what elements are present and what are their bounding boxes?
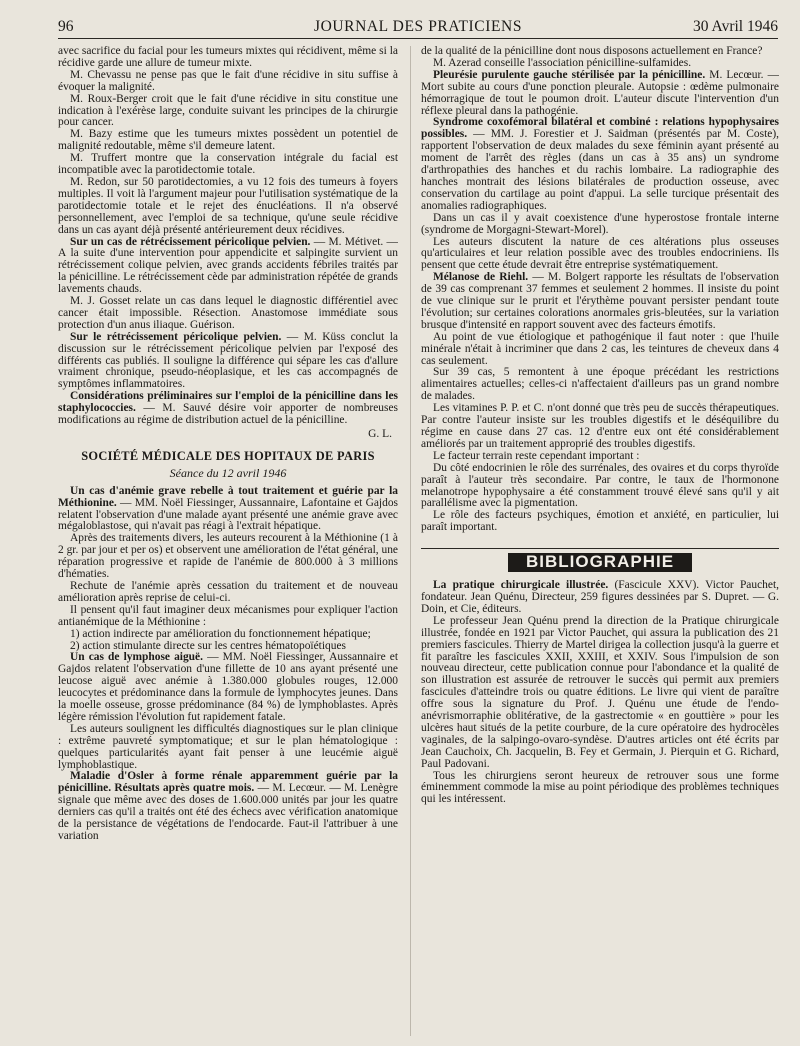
paragraph: 2) action stimulante directe sur les centres hématopoïétiques bbox=[70, 639, 346, 652]
paragraph: Le rôle des facteurs psychiques, émotion et anxiété, en particulier, lui paraît important. bbox=[421, 509, 779, 534]
paragraph: Au point de vue étiologique et pathogénique il faut noter : que l'huile minérale n'était à incriminer que dans 2 cas, les teintures de cheveux dans 4 cas seulement. bbox=[421, 330, 779, 367]
section-heading: Un cas de lymphose aiguë. bbox=[70, 651, 203, 664]
section-lymphose bbox=[58, 652, 398, 723]
section-heading: Pleurésie purulente gauche stérilisée par la pénicilline. bbox=[433, 68, 706, 81]
paragraph: M. Bazy estime que les tumeurs mixtes possèdent un potentiel de malignité redoutable, même s'il demeure latent. bbox=[58, 128, 398, 153]
section-text: (Fascicule XXV). Victor Pauchet, fondateur. Jean Quénu, Directeur, 259 figures dessinées par S. Dupret. — G. Doin, et Cie, éditeurs. bbox=[421, 579, 779, 615]
section-text: — M. Lecœur. — M. Lenègre signale que même avec des doses de 1.600.000 unités par jour les quatre derniers cas qu'il a traités ont été des échecs avec vérification anatomique de la persistance de végétations de l'endocarde. Faut-il l'attribuer à une variation bbox=[58, 782, 398, 842]
session-date: Séance du 12 avril 1946 bbox=[169, 465, 287, 480]
issue-date: 30 Avril 1946 bbox=[693, 18, 778, 35]
paragraph: Dans un cas il y avait coexistence d'une hyperostose frontale interne (syndrome de Morgagni-Stewart-Morel). bbox=[421, 211, 779, 236]
paragraph: Sur 39 cas, 5 remontent à une époque précédant les restrictions alimentaires actuelles; celles-ci n'affectaient d'ailleurs pas un grand nombre de malades. bbox=[421, 366, 779, 403]
column-divider bbox=[410, 46, 411, 1036]
society-heading: SOCIÉTÉ MÉDICALE DES HOPITAUX DE PARIS bbox=[81, 448, 375, 463]
section-text: — MM. Noël Fiessinger, Aussannaire et Gajdos relatent l'observation d'une fillette de 10 ans ayant présenté une leucose aiguë avec anémie à 1.380.000 globules rouges, 12.000 leucocytes et prédominance dans la formule de lymphocytes jeunes. Dans la moelle osseuse, grosse prédominance (84 %) de lymphoblastes. Après légère rémission l'évolution fut rapidement fatale. bbox=[58, 651, 398, 723]
section-coxofemoral bbox=[421, 117, 779, 212]
section-text: — M. Bolgert rapporte les résultats de l'observation de 39 cas comprenant 37 femmes et seulement 2 hommes. Il insiste du point de vue clinique sur le prurit et l'érythème pouvant persister pendant toute l'évolution; sur certaines colorations anormales gris-bleutées, sur la variation brusque d'intensité en rapport souvent avec des facteurs émotifs. bbox=[421, 271, 779, 331]
paragraph: Le facteur terrain reste cependant important : bbox=[433, 449, 640, 462]
paragraph: 1) action indirecte par amélioration du fonctionnement hépatique; bbox=[70, 627, 371, 640]
paragraph: M. Chevassu ne pense pas que le fait d'une récidive in situ suffise à évoquer la malignité. bbox=[58, 68, 398, 93]
section-melanose bbox=[421, 272, 779, 332]
paragraph: Après des traitements divers, les auteurs recourent à la Méthionine (1 à 2 gr. par jour et per os) et observent une amélioration de l'état général, une réparation progressive et rapide de l'anémie de 800.000 à 3 millions d'hématies. bbox=[58, 532, 398, 581]
paragraph: M. Azerad conseille l'association pénicilline-sulfamides. bbox=[433, 56, 692, 69]
paragraph: Les vitamines P. P. et C. n'ont donné que très peu de succès thérapeutiques. Par contre l'auteur insiste sur les troubles digestifs et le déséquilibre du régime en cause dans 27 cas. 12 d'entre eux ont été considérablement améliorés par un traitement approprié des troubles digestifs. bbox=[421, 402, 779, 450]
journal-title: JOURNAL DES PRATICIENS bbox=[313, 18, 523, 35]
section-text: M. Lecœur. — Mort subite au cours d'une ponction pleurale. Autopsie : œdème pulmonaire hémorragique de tout le poumon droit. L'auteur discute l'intervention d'un réflexe pleural dans la pathogénie. bbox=[421, 68, 779, 117]
section-text: — M. Sauvé désire voir apporter de nombreuses modifications au régime de distribution actuel de la pénicilline. bbox=[58, 402, 398, 427]
section-osler bbox=[58, 771, 398, 842]
page-header bbox=[58, 14, 778, 39]
paragraph: avec sacrifice du facial pour les tumeurs mixtes qui récidivent, même si la récidive garde une allure de tumeur mixte. bbox=[58, 46, 398, 69]
section-heading: Mélanose de Riehl. bbox=[433, 271, 529, 284]
paragraph: M. J. Gosset relate un cas dans lequel le diagnostic différentiel avec cancer était impossible. Résection. Anastomose immédiate sous protection d'un anus iliaque. Guérison. bbox=[58, 295, 398, 331]
section-penicilline bbox=[58, 391, 398, 427]
section-heading: Considérations préliminaires sur l'emploi de la pénicilline dans les staphylococcies. bbox=[58, 390, 398, 415]
paragraph: M. Truffert montre que la conservation intégrale du facial est incompatible avec la parotidectomie totale. bbox=[58, 152, 398, 177]
paragraph: Les auteurs discutent la nature de ces altérations plus osseuses qu'articulaires et leur relation possible avec des troubles endocriniens. Ils pensent que cette étude devrait être entreprise systématiquement. bbox=[421, 235, 779, 272]
author-signature: G. L. bbox=[368, 428, 392, 440]
section-text: — MM. J. Forestier et J. Saidman (présentés par M. Coste), rapportent l'observation de deux malades du sexe féminin ayant présenté au moment de l'arrêt des règles (dans un cas à 35 ans) un syndrome d'arthropathies des hanches et du rachis lombaire. La radiographie des hanches montrait des lésions bilatérales de production osseuse, avec conservation du cartilage au point d'appui. La selle turcique présentait des anomalies radiographiques. bbox=[421, 128, 779, 212]
paragraph: Rechute de l'anémie après cessation du traitement et de nouveau amélioration après reprise de celui-ci. bbox=[58, 579, 398, 604]
section-heading: Sur un cas de rétrécissement péricolique pelvien. bbox=[70, 235, 311, 248]
bibliography-rule bbox=[421, 548, 779, 549]
paragraph: M. Redon, sur 50 parotidectomies, a vu 12 fois des tumeurs à foyers multiples. Il voit là l'argument majeur pour l'utilisation systématique de la parotidectomie totale et le rejet des énucléations. Il n'a observé personnellement, avec l'emploi de sa technique, qu'une seule récidive dans un cas ayant déjà présenté antérieurement deux récidives. bbox=[58, 175, 398, 236]
bibliography-title: BIBLIOGRAPHIE bbox=[508, 553, 692, 572]
paragraph: M. Roux-Berger croit que le fait d'une récidive in situ constitue une indication à l'exérèse large, conduite suivant les principes de la chirurgie pour cancer. bbox=[58, 92, 398, 129]
paragraph: de la qualité de la pénicilline dont nous disposons actuellement en France? bbox=[421, 46, 763, 57]
paragraph: Il pensent qu'il faut imaginer deux mécanismes pour expliquer l'action antianémique de la Méthionine : bbox=[58, 603, 398, 628]
section-heading: Sur le rétrécissement péricolique pelvien. bbox=[70, 330, 282, 343]
paragraph: Les auteurs soulignent les difficultés diagnostiques sur le plan clinique : extrême pauvreté symptomatique; et sur le plan hématologique : quelques particularités ayant fait penser à une leucémie aiguë lymphoblastique. bbox=[58, 722, 398, 771]
paragraph: Du côté endocrinien le rôle des surrénales, des ovaires et du corps thyroïde paraît à l'auteur très secondaire. Par contre, le taux de l'hormonone melanotrope hypophysaire a été constamment trouvé élevé sans qu'il y ait parallélisme avec la pigmentation. bbox=[421, 461, 779, 510]
paragraph: Le professeur Jean Quénu prend la direction de la Pratique chirurgicale illustrée, fondée en 1921 par Victor Pauchet, qui assura la publication des 21 premiers fascicules. Thierry de Martel dirigea la collection jusqu'à la guerre et fit paraître les fascicules XXII, XXIII, et XXIV. Sous l'impulsion de son nouveau directeur, cette publication connue pour l'abondance et la qualité de son illustration est assurée de retrouver le succès qui permit aux premiers fascicules d'atteindre trois ou quatre éditions. Le livre qui vient de paraître offre sous la signature du Prof. J. Quénu une étude de l'endo-anévrismorraphie oblitérative, de la gastrectomie « en gouttière » pour les ulcères haut situés de la petite courbure, de la cure opératoire des hydrocèles vaginales, de la salpingo-ovaro-syndèse. D'autres articles ont été écrits par Jean Cauchoix, Ch. Jacquelin, B. Fey et Germain, J. Pierquin et G. Richard, Paul Padovani. bbox=[421, 614, 779, 770]
paragraph: Tous les chirurgiens seront heureux de retrouver sous une forme éminemment commode la mise au point périodique des problèmes techniques qui les intéressent. bbox=[421, 769, 779, 806]
section-anemie bbox=[58, 486, 398, 534]
section-heading: La pratique chirurgicale illustrée. bbox=[433, 579, 609, 592]
section-retrecissement-kuss bbox=[58, 332, 398, 392]
section-text: — M. Küss conclut la discussion sur le rétrécissement péricolique pelvien par l'exposé des différents cas publiés. Il souligne la différence qui sépare les cas d'allure vraiment chronique, pseudo-néoplasique, et les cas accompagnés de symptômes inflammatoires. bbox=[58, 330, 398, 391]
left-column bbox=[58, 46, 398, 1038]
section-pratique-chirurgicale bbox=[421, 580, 779, 616]
section-pleuresie bbox=[421, 70, 779, 118]
section-text: — MM. Noël Fiessinger, Aussannaire, Lafontaine et Gajdos relatent l'observation d'une malade ayant présenté une anémie grave avec mégaloblastose, qui n'avait pas réagi à l'extrait hépatique. bbox=[58, 496, 398, 533]
section-heading: Maladie d'Osler à forme rénale apparemment guérie par la pénicilline. Résultats après quatre mois. bbox=[58, 770, 398, 795]
section-text: — M. Métivet. — A la suite d'une intervention pour appendicite et salpingite survient un rétrécissement colique pelvien, avec grands accidents fébriles traités par la pénicilline. Le rétrécissement cède par administration répétée de grands lavements chauds. bbox=[58, 235, 398, 296]
section-heading: Syndrome coxofémoral bilatéral et combiné : relations hypophysaires possibles. bbox=[421, 116, 779, 141]
page-number: 96 bbox=[58, 18, 74, 35]
right-column bbox=[421, 46, 779, 1038]
section-heading: Un cas d'anémie grave rebelle à tout traitement et guérie par la Méthionine. bbox=[58, 484, 398, 509]
section-rectrecissement bbox=[58, 237, 398, 297]
